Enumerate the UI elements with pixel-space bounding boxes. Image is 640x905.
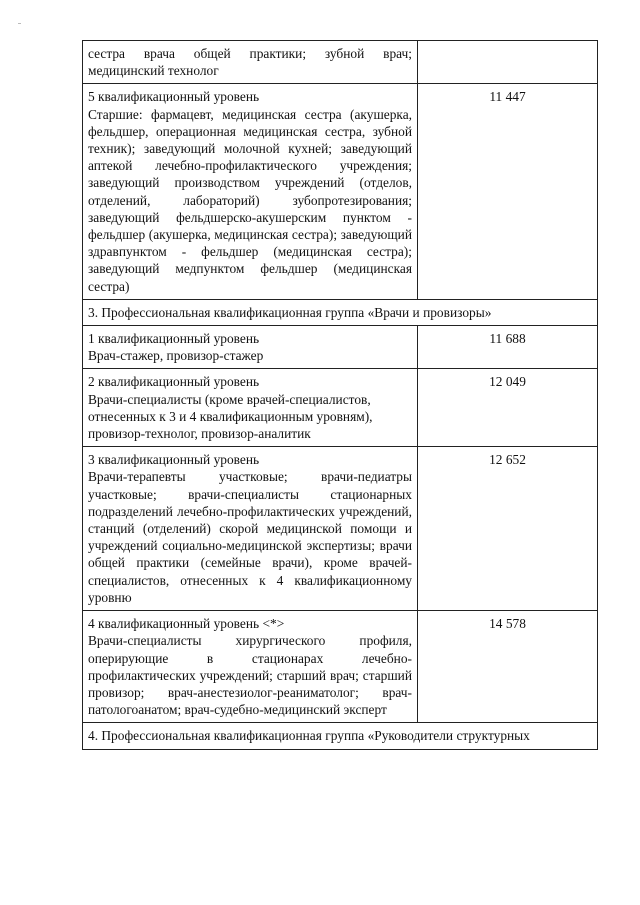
salary-cell: 14 578 [418, 611, 598, 723]
position-text: Врачи-специалисты хирургического профиля, оперирующие в стационарах лечебно-профилактических учреждений; старший врач; старший провизор; врач-анестезиолог-реаниматолог; врач-патологоанатом; врач-судебно-медицинский эксперт [88, 633, 412, 718]
position-text: Врач-стажер, провизор-стажер [88, 348, 264, 364]
position-cell [83, 84, 418, 299]
salary-cell: 11 447 [418, 84, 598, 299]
table-row [83, 84, 598, 299]
position-text: сестра врача общей практики; зубной врач; медицинский технолог [88, 46, 412, 79]
position-cell [83, 447, 418, 611]
table-row [83, 447, 598, 611]
scan-mark [18, 23, 21, 24]
qualification-level: 3 квалификационный уровень [88, 452, 260, 468]
position-text: Врачи-терапевты участковые; врачи-педиатры участковые; врачи-специалисты стационарных подразделений лечебно-профилактических учреждений, станций (отделений) скорой медицинской помощи и учреждений социально-медицинской экспертизы; врачи общей практики (семейные врачи), кроме врачей-специалистов, отнесенных к 4 квалификационному уровню [88, 469, 412, 605]
table-row [83, 369, 598, 447]
qualification-level: 4 квалификационный уровень <*> [88, 616, 285, 632]
position-cell [83, 611, 418, 723]
group-heading: 4. Профессиональная квалификационная группа «Руководители структурных [83, 723, 598, 749]
group-row [83, 299, 598, 325]
position-text: Врачи-специалисты (кроме врачей-специалистов, отнесенных к 3 и 4 квалификационным уровням), провизор-технолог, провизор-аналитик [88, 391, 373, 442]
position-cell [83, 326, 418, 369]
salary-cell: 12 652 [418, 447, 598, 611]
table-row [83, 611, 598, 723]
salary-cell: 11 688 [418, 326, 598, 369]
position-cell [83, 41, 418, 84]
salary-table [82, 40, 598, 750]
qualification-level: 2 квалификационный уровень [88, 374, 260, 390]
salary-cell [418, 41, 598, 84]
salary-cell: 12 049 [418, 369, 598, 447]
qualification-level: 1 квалификационный уровень [88, 331, 260, 347]
table-row [83, 326, 598, 369]
table-row [83, 41, 598, 84]
qualification-level: 5 квалификационный уровень [88, 89, 260, 105]
group-heading: 3. Профессиональная квалификационная группа «Врачи и провизоры» [83, 299, 598, 325]
position-text: Старшие: фармацевт, медицинская сестра (акушерка, фельдшер, операционная медицинская сестра, зубной техник); заведующий молочной кухней; заведующий аптекой лечебно-профилактического учреждения; заведующий производством учреждений (отделов, отделений, лабораторий) зубопротезирования; заведующий фельдшерско-акушерским пунктом - фельдшер (акушерка, медицинская сестра); заведующий здравпунктом - фельдшер (медицинская сестра); заведующий медпунктом фельдшер (медицинская сестра) [88, 106, 412, 294]
position-cell [83, 369, 418, 447]
group-row [83, 723, 598, 749]
